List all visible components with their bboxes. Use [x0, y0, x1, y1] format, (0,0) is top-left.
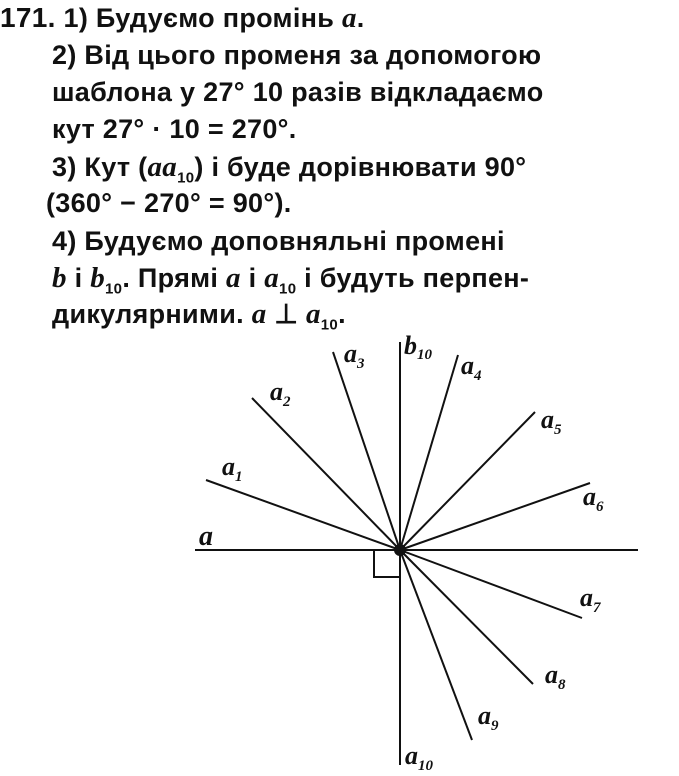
step-4-line-1: 4) Будуємо доповняльні промені [52, 226, 505, 256]
label-a5: $a_5$ [541, 405, 562, 438]
ray-a6 [400, 483, 590, 550]
ray-a8 [400, 550, 533, 684]
step-4-a10: a [264, 262, 280, 294]
step-4-a10-sub: 10 [279, 280, 297, 298]
step-4-line3-end: . [338, 299, 346, 329]
step-4-b10-sub: 10 [105, 280, 123, 298]
step-1-text: 1) Будуємо промінь [63, 3, 342, 33]
ray-a1 [206, 480, 400, 550]
label-a2: $a_2$ [270, 377, 291, 410]
step-4-line3-a10: a [305, 298, 321, 330]
step-4-and-1: і [66, 263, 91, 293]
step-4-line3-a10-sub: 10 [320, 316, 339, 334]
step-4-post: і будуть перпен- [296, 263, 530, 293]
step-3-pre: 3) Кут ( [52, 152, 148, 182]
ray-a7 [400, 550, 582, 618]
step-1-var: a [341, 2, 357, 34]
step-4-b10: b [90, 262, 106, 294]
step-2-line-3: кут 27° · 10 = 270°. [52, 114, 297, 144]
label-a8: $a_8$ [545, 660, 566, 693]
label-a1: $a_1$ [222, 452, 243, 485]
perpendicular-symbol: ⊥ [266, 299, 306, 329]
ray-a3 [333, 352, 400, 550]
step-4-line3-a: a [251, 298, 267, 330]
label-a3: $a_3$ [344, 339, 365, 372]
label-a4: $a_4$ [461, 351, 482, 384]
step-3-sub: 10 [177, 169, 195, 187]
step-3-post: ) і буде дорівнювати 90° [194, 152, 527, 182]
step-4-a: a [226, 262, 241, 294]
step-3-var: aa [147, 151, 178, 183]
ray-a9 [400, 550, 472, 740]
step-3-line-2: (360° − 270° = 90°). [46, 188, 292, 218]
step-2-line-2: шаблона у 27° 10 разів відкладаємо [52, 77, 544, 107]
problem-number: 171. [0, 2, 56, 33]
label-a6: $a_6$ [583, 482, 604, 515]
step-4-line3-pre: дикулярними. [52, 299, 252, 329]
ray-a2 [252, 398, 400, 550]
step-4-b: b [52, 262, 67, 294]
step-4-and-2: і [240, 263, 265, 293]
step-1-end: . [356, 3, 365, 33]
step-4-mid: . Прямі [122, 263, 227, 293]
vertex-point [394, 544, 406, 556]
step-2-line-1: 2) Від цього променя за допомогою [52, 40, 542, 70]
label-a10: $a_{10}$ [405, 741, 433, 774]
label-a7: $a_7$ [580, 583, 601, 616]
label-b10: b10 [404, 331, 432, 363]
label-a9: $a_9$ [478, 701, 499, 734]
label-a: a [199, 521, 213, 552]
